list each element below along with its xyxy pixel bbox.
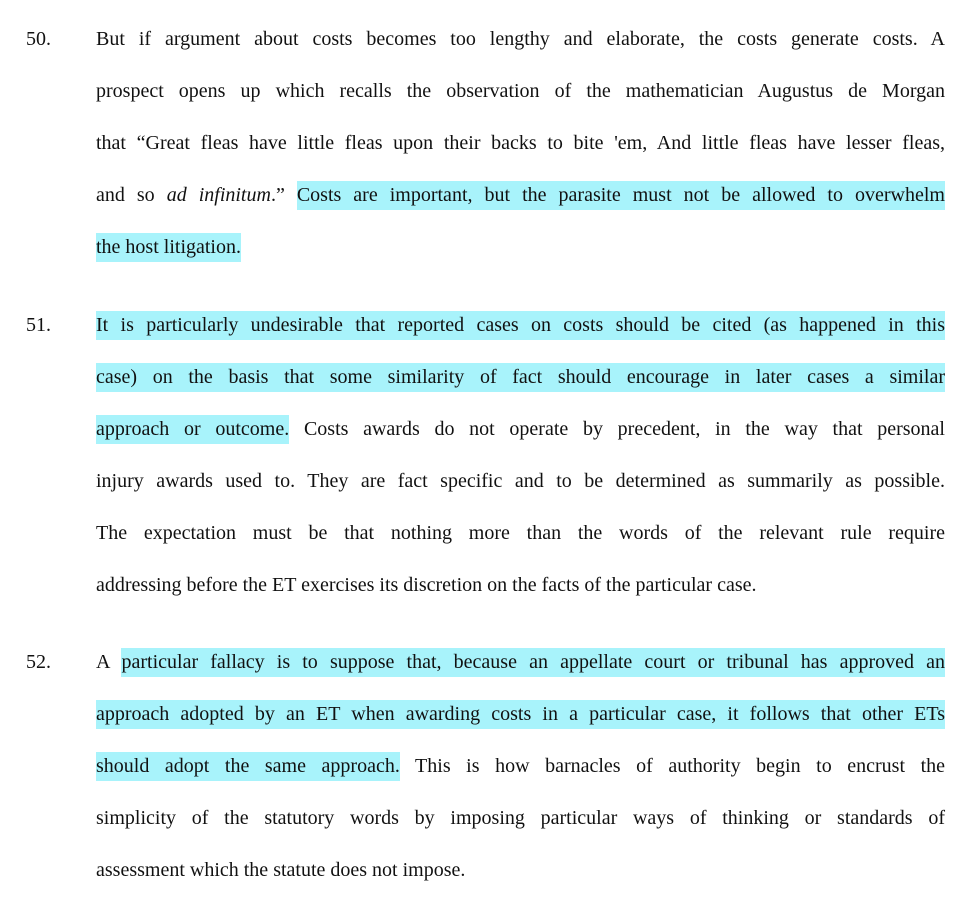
text-line [96,13,945,65]
text-line [96,740,945,792]
highlighted-text: particular fallacy is to suppose that, because an appellate court or tribunal has approved an [121,648,945,677]
highlighted-text: case) on the basis that some similarity of fact should encourage in later cases a similar [96,363,945,392]
text-run: But if argument about costs becomes too lengthy and elaborate, the costs generate costs. A [96,28,945,50]
text-line [96,636,945,688]
text-line [96,299,945,351]
text-line [96,221,945,273]
text-run: Costs awards do not operate by precedent, in the way that personal [289,418,945,440]
highlighted-text: the host litigation. [96,233,241,262]
text-line [96,688,945,740]
highlighted-text: It is particularly undesirable that reported cases on costs should be cited (as happened in this [96,311,945,340]
text-run: A [96,651,122,673]
paragraph-number: 50. [26,28,51,50]
paragraph-number: 52. [26,651,51,673]
highlighted-text: should adopt the same approach. [96,752,400,781]
text-line [96,403,945,455]
highlighted-text: Costs are important, but the parasite must not be allowed to overwhelm [297,181,945,210]
italic-text: ad infinitum [166,184,271,206]
text-line [96,65,945,117]
text-line [96,455,945,507]
paragraph-number: 51. [26,314,51,336]
highlighted-text: approach adopted by an ET when awarding costs in a particular case, it follows that other ETs [96,700,945,729]
text-line [96,351,945,403]
text-line [96,117,945,169]
text-run: The expectation must be that nothing more than the words of the relevant rule require [96,522,945,544]
text-run: and so [96,184,167,206]
text-run: .” [270,184,297,206]
text-run: simplicity of the statutory words by imposing particular ways of thinking or standards of [96,807,945,829]
text-run: prospect opens up which recalls the observation of the mathematician Augustus de Morgan [96,80,945,102]
text-line [96,507,945,559]
text-run: injury awards used to. They are fact specific and to be determined as summarily as possible. [96,470,945,492]
text-run: addressing before the ET exercises its discretion on the facts of the particular case. [96,574,757,596]
text-run: assessment which the statute does not impose. [96,859,466,881]
text-run: that “Great fleas have little fleas upon their backs to bite 'em, And little fleas have lesser fleas, [96,132,945,154]
highlighted-text: approach or outcome. [96,415,289,444]
text-line [96,844,945,896]
text-run: This is how barnacles of authority begin to encrust the [399,755,945,777]
text-line [96,559,945,611]
text-line [96,169,945,221]
text-line [96,792,945,844]
